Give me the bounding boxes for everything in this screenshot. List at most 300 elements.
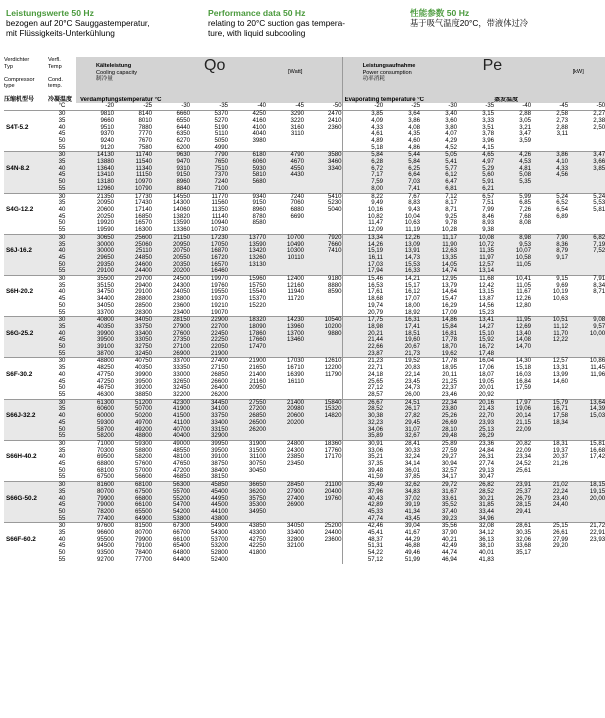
header-en-title: Performance data 50 Hz	[208, 8, 306, 18]
capacity-value: 13460	[266, 337, 304, 344]
power-unit: [kW]	[572, 69, 584, 75]
power-value: 10,51	[531, 317, 568, 324]
power-value: 3,15	[457, 111, 494, 118]
capacity-value: 58700	[76, 427, 114, 434]
power-value	[568, 509, 605, 516]
power-value: 2,88	[494, 111, 531, 118]
power-value: 23,87	[342, 351, 383, 358]
power-value: 14,26	[342, 242, 383, 249]
table-row	[4, 496, 605, 503]
capacity-value: 33750	[114, 324, 152, 331]
table-row	[4, 310, 605, 317]
power-value: 46,94	[441, 555, 458, 563]
power-value: 42,49	[441, 542, 458, 550]
power-value: 23,36	[457, 440, 494, 447]
capacity-value: 13590	[173, 219, 190, 227]
capacity-value: 22450	[190, 331, 228, 338]
evap-temp-cell: -40	[494, 103, 531, 110]
power-value: 54,22	[342, 550, 383, 557]
capacity-value: 20980	[266, 406, 304, 413]
power-value: 24,40	[531, 502, 568, 509]
table-row	[4, 392, 605, 399]
condensing-temp: 50	[58, 219, 66, 227]
power-value: 32,06	[515, 535, 532, 543]
power-value: 22,70	[457, 413, 494, 420]
capacity-value: 20600	[266, 413, 304, 420]
power-value: 41,34	[383, 509, 420, 516]
capacity-value: 43850	[228, 523, 266, 530]
power-value: 34,12	[478, 529, 495, 537]
capacity-value: 56600	[135, 473, 152, 481]
power-value: 37,85	[404, 473, 421, 481]
capacity-value: 4550	[266, 166, 304, 173]
table-row	[4, 344, 605, 351]
power-value: 5,53	[593, 199, 605, 207]
power-value: 18,15	[568, 482, 605, 489]
power-value: 10,08	[457, 234, 494, 241]
capacity-value: 60000	[76, 413, 114, 420]
power-value: 29,48	[420, 433, 457, 440]
capacity-value: 17230	[190, 234, 228, 241]
power-value: 15,53	[383, 262, 420, 269]
capacity-value: 67300	[152, 523, 190, 530]
capacity-value: 81500	[114, 523, 152, 530]
capacity-value: 19760	[304, 496, 342, 503]
capacity-value: 11340	[114, 166, 152, 173]
capacity-value: 7100	[190, 186, 228, 193]
power-value: 17,94	[342, 268, 383, 275]
capacity-value: 20550	[152, 255, 190, 262]
power-value: 7,03	[383, 179, 420, 186]
power-value: 17,75	[342, 317, 383, 324]
power-value: 18,98	[342, 324, 383, 331]
capacity-value: 14060	[173, 206, 190, 213]
capacity-value: 21160	[249, 377, 266, 385]
power-value	[568, 420, 605, 427]
power-value	[568, 262, 605, 269]
power-value: 16,68	[589, 446, 605, 454]
condensing-temp: 40	[48, 248, 76, 255]
capacity-value	[304, 179, 342, 186]
capacity-value: 7650	[190, 159, 228, 166]
capacity-value: 13420	[228, 248, 266, 255]
capacity-value: 9660	[100, 116, 114, 124]
capacity-value: 26600	[211, 377, 228, 385]
power-value: 34,14	[404, 460, 421, 468]
capacity-value: 54900	[190, 523, 228, 530]
capacity-value: 39500	[211, 446, 228, 454]
capacity-value: 10200	[304, 324, 342, 331]
power-value: 3,51	[482, 123, 495, 131]
table-row	[4, 172, 605, 179]
capacity-value	[228, 557, 266, 564]
capacity-value: 16850	[135, 212, 152, 220]
capacity-value: 13360	[173, 226, 190, 234]
capacity-value: 16110	[287, 377, 304, 385]
capacity-value: 42250	[249, 542, 266, 550]
power-value: 35,49	[342, 482, 383, 489]
capacity-value: 70300	[97, 446, 114, 454]
capacity-value: 5370	[190, 111, 228, 118]
capacity-value: 19210	[211, 301, 228, 309]
power-value: 20,00	[568, 496, 605, 503]
capacity-value: 16570	[135, 219, 152, 227]
capacity-value: 26850	[211, 370, 228, 378]
condensing-temp: 45	[58, 212, 66, 220]
capacity-value: 2410	[328, 116, 342, 124]
capacity-value: 23600	[173, 301, 190, 309]
power-value: 20,01	[478, 384, 495, 392]
power-value: 10,07	[494, 248, 531, 255]
capacity-label-en: Cooling capacity	[96, 69, 138, 76]
label-cond-cn: 冷凝温度	[48, 97, 76, 104]
power-value: 14,05	[420, 262, 457, 269]
power-value: 30,38	[342, 413, 383, 420]
capacity-value: 34050	[114, 317, 152, 324]
power-value: 20,37	[552, 453, 569, 461]
power-value: 11,90	[420, 242, 457, 249]
capacity-value: 53200	[211, 542, 228, 550]
power-value: 9,53	[494, 242, 531, 249]
capacity-value: 47250	[97, 377, 114, 385]
capacity-value: 19550	[211, 288, 228, 296]
power-value: 3,47	[519, 130, 532, 138]
condensing-temp: 50	[58, 136, 66, 144]
header-de-line2: mit Flüssigkeits-Unterkühlung	[6, 28, 115, 38]
capacity-value: 43800	[190, 516, 228, 523]
capacity-value: 33400	[287, 529, 304, 537]
capacity-value: 33350	[173, 364, 190, 372]
power-value: 26,00	[404, 390, 421, 398]
capacity-value: 53800	[152, 516, 190, 523]
power-value: 41,83	[478, 555, 495, 563]
power-value: 17,09	[441, 308, 458, 316]
power-value: 38,10	[478, 542, 495, 550]
power-value: 2,27	[568, 111, 605, 118]
power-value	[531, 186, 568, 193]
power-value: 5,91	[457, 179, 494, 186]
power-value	[568, 214, 605, 221]
capacity-value: 29100	[76, 268, 114, 275]
capacity-value: 33700	[152, 358, 190, 365]
power-value: 9,25	[445, 212, 458, 220]
capacity-value: 9880	[304, 331, 342, 338]
power-value: 18,31	[531, 440, 568, 447]
capacity-value: 27900	[152, 324, 190, 331]
capacity-value: 27100	[152, 344, 190, 351]
capacity-value	[304, 296, 342, 303]
power-value: 14,39	[568, 406, 605, 413]
power-value: 19,37	[552, 446, 569, 454]
capacity-value: 34750	[97, 288, 114, 296]
power-value: 5,99	[494, 193, 531, 200]
capacity-value: 45850	[190, 482, 228, 489]
capacity-value: 5810	[228, 172, 266, 179]
model-name: S66F-60.2	[6, 535, 36, 543]
capacity-value	[304, 420, 342, 427]
capacity-value: 24500	[152, 276, 190, 283]
capacity-value: 13130	[228, 262, 266, 269]
condensing-temp: 35	[48, 489, 76, 496]
evap-temp-cell: -35	[190, 103, 228, 110]
power-value: 12,22	[531, 337, 568, 344]
power-value	[568, 255, 605, 262]
capacity-value: 34050	[97, 301, 114, 309]
evap-temp-cell: -30	[420, 103, 457, 110]
power-value: 40,21	[441, 535, 458, 543]
power-value: 16,04	[457, 358, 494, 365]
capacity-value: 20750	[152, 248, 190, 255]
capacity-value: 6660	[152, 111, 190, 118]
capacity-value: 40400	[152, 433, 190, 440]
capacity-value	[304, 214, 342, 221]
power-value: 7,26	[519, 206, 532, 213]
power-value: 21,25	[441, 377, 458, 385]
capacity-value: 48800	[76, 358, 114, 365]
power-value: 23,34	[515, 453, 532, 461]
power-value: 32,08	[457, 523, 494, 530]
capacity-value: 32100	[287, 542, 304, 550]
capacity-value: 79100	[135, 542, 152, 550]
power-value: 11,35	[457, 248, 494, 255]
power-value: 10,58	[494, 255, 531, 262]
table-row	[4, 317, 605, 324]
power-value	[531, 557, 568, 564]
power-value: 17,41	[383, 324, 420, 331]
capacity-value: 47200	[173, 466, 190, 474]
capacity-value: 35150	[97, 281, 114, 289]
power-value: 17,78	[420, 337, 457, 344]
power-value: 3,85	[342, 111, 383, 118]
table-row	[4, 118, 605, 125]
power-label-de: Leistungsaufnahme	[362, 63, 416, 69]
table-row	[4, 474, 605, 481]
capacity-value: 95500	[97, 535, 114, 543]
capacity-value: 47750	[97, 370, 114, 378]
evap-temp-cell: -25	[114, 103, 152, 110]
capacity-value: 27400	[266, 496, 304, 503]
condensing-temp: 35	[58, 529, 66, 537]
evap-label-cn: 蒸发温度	[494, 97, 605, 104]
power-value: 5,77	[420, 166, 457, 173]
capacity-value	[266, 220, 304, 227]
capacity-value: 21100	[304, 482, 342, 489]
power-value: 6,57	[457, 193, 494, 200]
power-value: 10,72	[457, 242, 494, 249]
condensing-temp: 30	[48, 440, 76, 447]
capacity-value: 19970	[190, 276, 228, 283]
capacity-value: 93500	[97, 549, 114, 557]
table-row	[4, 557, 605, 564]
capacity-value: 96600	[97, 529, 114, 537]
power-value: 42,46	[342, 523, 383, 530]
power-value: 13,79	[441, 281, 458, 289]
capacity-value: 16570	[190, 262, 228, 269]
power-value: 5,81	[593, 206, 605, 213]
power-value: 18,92	[404, 308, 421, 316]
capacity-value: 34400	[97, 295, 114, 303]
power-value	[568, 131, 605, 138]
power-value	[568, 385, 605, 392]
table-row	[4, 502, 605, 509]
capacity-value: 6270	[176, 136, 190, 144]
power-value	[531, 179, 568, 186]
power-value: 14,21	[383, 276, 420, 283]
capacity-value: 65400	[173, 542, 190, 550]
power-value: 48,37	[342, 537, 383, 544]
power-value: 34,17	[441, 473, 458, 481]
power-value: 3,05	[519, 116, 532, 124]
capacity-value: 9470	[152, 159, 190, 166]
power-value: 51,99	[404, 555, 421, 563]
capacity-value: 27550	[228, 399, 266, 406]
power-value: 4,33	[342, 125, 383, 132]
capacity-value: 24400	[324, 529, 342, 537]
label-cond-temp: Cond. temp.	[48, 77, 76, 90]
power-value: 7,52	[568, 248, 605, 255]
power-value: 29,72	[420, 482, 457, 489]
capacity-value: 31900	[228, 440, 266, 447]
power-value	[568, 220, 605, 227]
power-value: 15,84	[420, 324, 457, 331]
power-value: 16,31	[383, 317, 420, 324]
power-value: 23,93	[589, 535, 605, 543]
capacity-value: 27900	[266, 489, 304, 496]
capacity-value: 55200	[152, 496, 190, 503]
table-row	[4, 268, 605, 275]
capacity-value: 56300	[152, 482, 190, 489]
power-value: 35,56	[420, 523, 457, 530]
power-value: 14,30	[494, 358, 531, 365]
power-value: 35,21	[342, 454, 383, 461]
table-row	[4, 255, 605, 262]
power-value: 23,91	[494, 482, 531, 489]
capacity-value: 28450	[266, 482, 304, 489]
capacity-value: 22900	[190, 317, 228, 324]
power-value	[531, 385, 568, 392]
capacity-value: 68800	[97, 460, 114, 468]
capacity-value: 50700	[114, 406, 152, 413]
power-value: 3,66	[568, 159, 605, 166]
power-value	[531, 220, 568, 227]
table-row	[4, 468, 605, 475]
power-value: 3,40	[420, 111, 457, 118]
capacity-value: 13640	[76, 166, 114, 173]
capacity-value: 8960	[152, 179, 190, 186]
capacity-value	[266, 468, 304, 475]
capacity-value: 13770	[228, 234, 266, 241]
capacity-value: 27600	[152, 331, 190, 338]
condensing-temp: 45	[48, 420, 76, 427]
capacity-value: 40350	[135, 364, 152, 372]
power-value	[568, 296, 605, 303]
capacity-value	[304, 337, 342, 344]
capacity-value	[266, 186, 304, 193]
model-name: S66H-40.2	[6, 453, 37, 461]
capacity-value: 34950	[228, 509, 266, 516]
capacity-value: 14820	[304, 413, 342, 420]
power-value: 27,12	[342, 385, 383, 392]
header-en-line2: ture, with liquid subcooling	[208, 28, 306, 38]
table-row	[4, 186, 605, 193]
power-value: 9,08	[568, 317, 605, 324]
power-value: 27,82	[383, 413, 420, 420]
power-value: 3,64	[383, 111, 420, 118]
condensing-temp: 35	[48, 242, 76, 249]
power-value: 11,67	[516, 288, 532, 296]
capacity-value: 23450	[287, 460, 304, 468]
power-value: 13,91	[383, 248, 420, 255]
power-value: 30,47	[478, 473, 495, 481]
power-value: 5,08	[494, 172, 531, 179]
capacity-value: 20250	[97, 212, 114, 220]
power-value: 9,57	[568, 324, 605, 331]
capacity-value: 3460	[304, 159, 342, 166]
capacity-value: 67500	[114, 489, 152, 496]
capacity-value: 9150	[152, 172, 190, 179]
power-header	[342, 57, 605, 97]
capacity-value	[304, 344, 342, 351]
condensing-temp: 50	[48, 179, 76, 186]
power-value: 5,24	[568, 193, 605, 200]
capacity-value: 9810	[76, 111, 114, 118]
power-value: 14,56	[478, 301, 495, 309]
power-value: 7,12	[420, 193, 457, 200]
capacity-value: 50200	[114, 413, 152, 420]
capacity-value: 49700	[114, 420, 152, 427]
capacity-value: 33050	[114, 337, 152, 344]
capacity-value: 47650	[173, 460, 190, 468]
power-value: 14,86	[420, 317, 457, 324]
capacity-value: 81600	[76, 482, 114, 489]
capacity-value: 5410	[304, 193, 342, 200]
capacity-value: 6440	[176, 123, 190, 131]
power-value: 20,14	[494, 413, 531, 420]
capacity-value	[266, 262, 304, 269]
power-value: 15,81	[568, 440, 605, 447]
power-value: 39,23	[420, 516, 457, 523]
capacity-value	[304, 138, 342, 145]
power-value: 27,99	[552, 535, 569, 543]
power-value: 10,41	[494, 276, 531, 283]
capacity-value: 13180	[76, 179, 114, 186]
condensing-temp: 30	[48, 111, 76, 118]
condensing-temp: 50	[58, 549, 66, 557]
capacity-value: 12960	[76, 186, 114, 193]
power-value: 15,17	[404, 281, 421, 289]
table-row	[4, 351, 605, 358]
power-value: 16,11	[342, 255, 383, 262]
table-row	[4, 125, 605, 132]
capacity-value: 6880	[290, 206, 304, 213]
power-value: 28,52	[457, 489, 494, 496]
table-row	[4, 406, 605, 413]
power-value: 8,98	[494, 234, 531, 241]
condensing-temp: 45	[48, 255, 76, 262]
power-value: 16,72	[457, 344, 494, 351]
power-value	[531, 509, 568, 516]
capacity-value: 21650	[249, 364, 266, 372]
power-value: 4,81	[494, 166, 531, 173]
condensing-temp: 55	[48, 516, 76, 523]
power-value: 20,67	[383, 344, 420, 351]
power-value	[568, 172, 605, 179]
capacity-value: 4990	[214, 143, 228, 151]
capacity-value: 4250	[228, 111, 266, 118]
power-value: 20,16	[457, 399, 494, 406]
capacity-value	[304, 461, 342, 468]
power-value: 14,73	[383, 255, 420, 262]
